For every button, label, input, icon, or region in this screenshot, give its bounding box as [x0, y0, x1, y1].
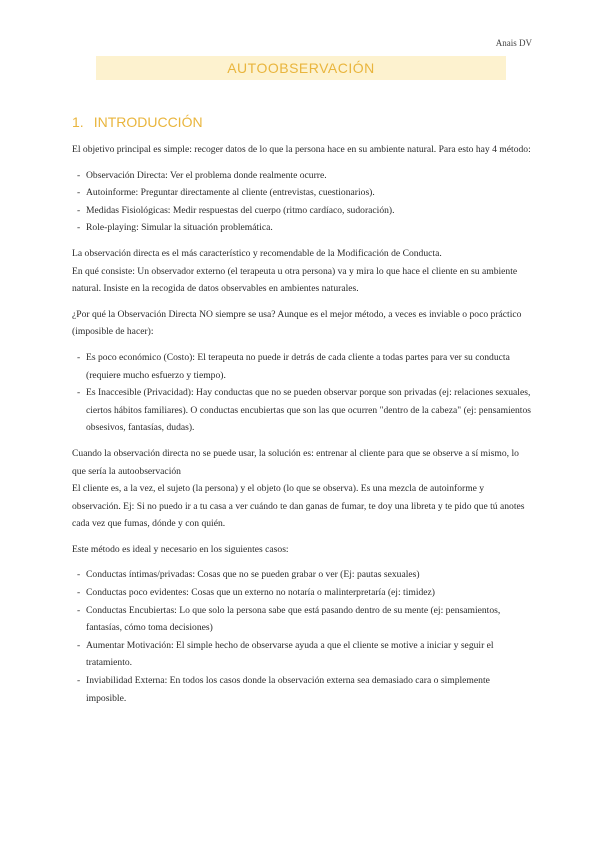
- self-line-2: El cliente es, a la vez, el sujeto (la persona) y el objeto (lo que se observa). Es una mezcla de autoinforme y observación. Ej: Si no puedo ir a tu casa a ver cuándo te dan ganas de fumar, te doy una libreta y te pido que tú anotes cada vez que fumas, dónde y con quién.: [72, 483, 525, 530]
- self-observation-paragraph: [72, 445, 532, 533]
- list-item: - Es Inaccesible (Privacidad): Hay conductas que no se pueden observar porque son privadas (ej: relaciones sexuales, ciertos hábitos familiares). O conductas encubiertas que son las que ocurren "dentro de la cabeza" (ej: pensamientos obsesivos, fantasías, dudas).: [72, 384, 532, 437]
- limitations-list: [72, 349, 532, 437]
- section-heading: [72, 114, 203, 130]
- direct-line-1: La observación directa es el más característico y recomendable de la Modificación de Conducta.: [72, 247, 442, 259]
- list-item: - Medidas Fisiológicas: Medir respuestas del cuerpo (ritmo cardíaco, sudoración).: [72, 202, 532, 220]
- why-paragraph: ¿Por qué la Observación Directa NO siempre se usa? Aunque es el mejor método, a veces es inviable o poco práctico (imposible de hacer):: [72, 308, 522, 338]
- direct-line-2: En qué consiste: Un observador externo (el terapeuta u otra persona) va y mira lo que hace el cliente en su ambiente natural. Insiste en la recogida de datos observables en ambientes naturales.: [72, 265, 518, 295]
- list-item: - Conductas poco evidentes: Cosas que un externo no notaría o malinterpretaría (ej: timidez): [72, 584, 532, 602]
- list-item: - Observación Directa: Ver el problema donde realmente ocurre.: [72, 167, 532, 185]
- list-item: - Role-playing: Simular la situación problemática.: [72, 219, 532, 237]
- list-item: - Aumentar Motivación: El simple hecho de observarse ayuda a que el cliente se motive a iniciar y seguir el tratamiento.: [72, 637, 532, 672]
- self-line-1: Cuando la observación directa no se puede usar, la solución es: entrenar al cliente para que se observe a sí mismo, lo que sería la autoobservación: [72, 447, 519, 477]
- intro-paragraph: El objetivo principal es simple: recoger datos de lo que la persona hace en su ambiente natural. Para esto hay 4 método:: [72, 144, 531, 155]
- section-number: 1.: [72, 114, 84, 130]
- cases-list: [72, 566, 532, 707]
- list-item: - Es poco económico (Costo): El terapeuta no puede ir detrás de cada cliente a todas partes para ver su conducta (requiere mucho esfuerzo y tiempo).: [72, 349, 532, 384]
- document-body: [72, 141, 532, 715]
- list-item: - Autoinforme: Preguntar directamente al cliente (entrevistas, cuestionarios).: [72, 184, 532, 202]
- list-item: - Conductas Encubiertas: Lo que solo la persona sabe que está pasando dentro de su mente (ej: pensamientos, fantasías, cómo toma decisiones): [72, 602, 532, 637]
- author-name: Anais DV: [495, 38, 532, 48]
- document-title: AUTOOBSERVACIÓN: [96, 56, 506, 80]
- list-item: - Inviabilidad Externa: En todos los casos donde la observación externa sea demasiado cara o simplemente imposible.: [72, 672, 532, 707]
- cases-paragraph: Este método es ideal y necesario en los siguientes casos:: [72, 543, 289, 555]
- direct-observation-paragraph: [72, 245, 532, 298]
- list-item: - Conductas íntimas/privadas: Cosas que no se pueden grabar o ver (Ej: pautas sexuales): [72, 566, 532, 584]
- section-title: INTRODUCCIÓN: [93, 114, 203, 130]
- methods-list: [72, 167, 532, 237]
